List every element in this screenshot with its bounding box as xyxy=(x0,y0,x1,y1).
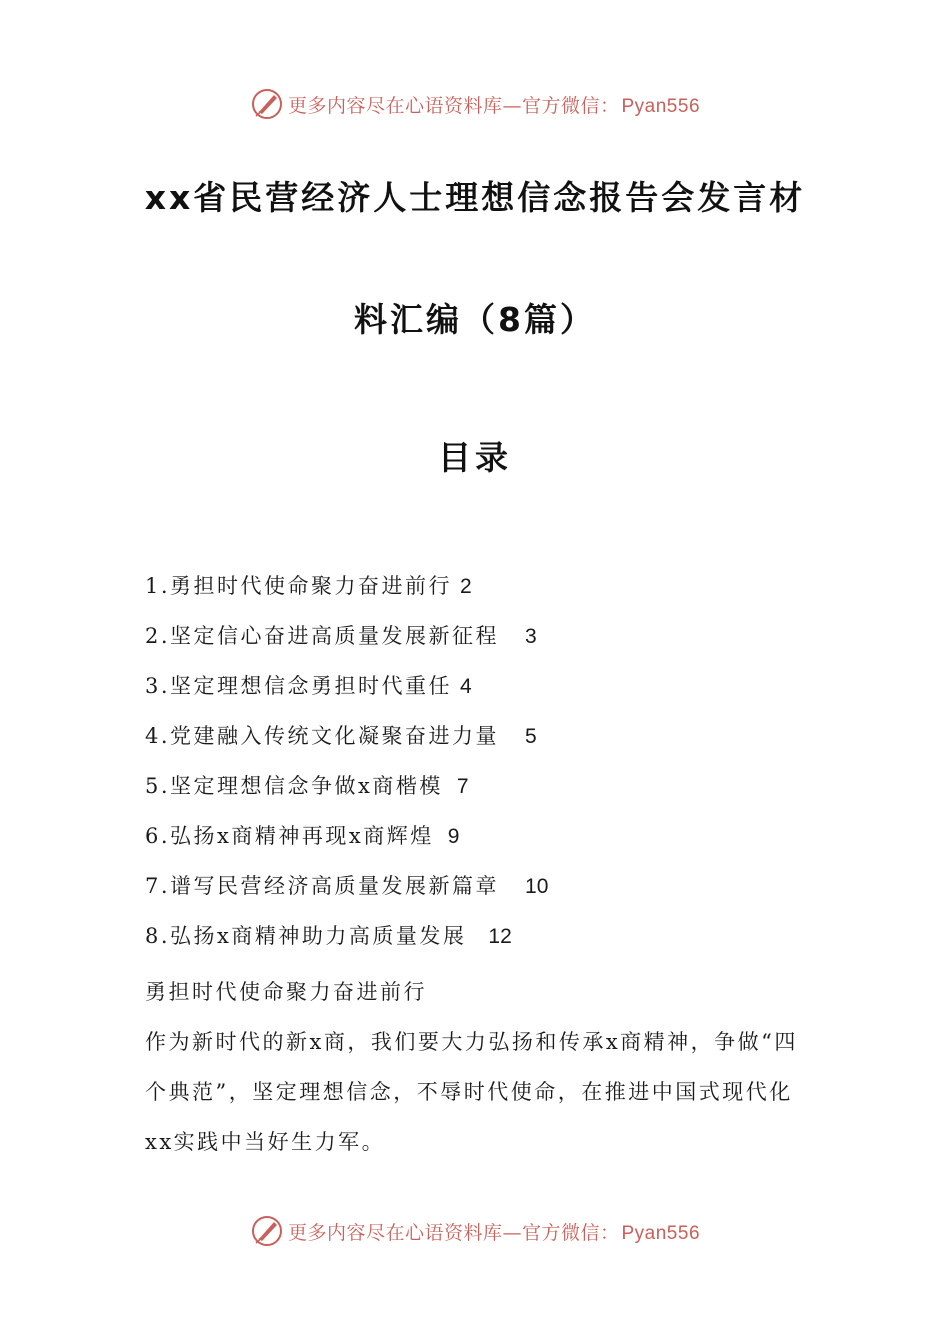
document-title-line-1: xx省民营经济人士理想信念报告会发言材 xyxy=(144,178,806,217)
document-title-line-2: 料汇编（8篇） xyxy=(354,300,596,339)
footer-watermark-banner xyxy=(0,1211,950,1251)
section-heading: 勇担时代使命聚力奋进前行 xyxy=(145,980,427,1004)
toc-item[interactable] xyxy=(145,718,805,768)
toc-item-title: 4.党建融入传统文化凝聚奋进力量 xyxy=(145,724,500,748)
toc-item-title: 8.弘扬x商精神助力高质量发展 xyxy=(145,924,467,948)
toc-item-page: 10 xyxy=(525,875,549,898)
watermark-text: 更多内容尽在心语资料库—官方微信： Pyan556 xyxy=(287,1221,701,1244)
toc-item-title: 3.坚定理想信念勇担时代重任 xyxy=(145,674,453,698)
quill-pen-logo-icon xyxy=(250,1214,284,1248)
toc-item-page: 7 xyxy=(456,775,469,798)
wechat-handle: Pyan556 xyxy=(621,95,701,117)
toc-item-page: 2 xyxy=(460,575,472,598)
toc-item-page: 9 xyxy=(447,825,460,848)
toc-item-page: 4 xyxy=(460,675,472,698)
toc-item[interactable] xyxy=(145,868,805,918)
section-paragraph: 作为新时代的新x商，我们要大力弘扬和传承x商精神，争做“四个典范”，坚定理想信念，不辱时代使命，在推进中国式现代化xx实践中当好生力军。 xyxy=(145,1030,798,1154)
toc-item-title: 2.坚定信心奋进高质量发展新征程 xyxy=(145,624,500,648)
toc-item-page: 12 xyxy=(488,925,512,948)
toc-item[interactable] xyxy=(145,918,805,968)
toc-item-title: 7.谱写民营经济高质量发展新篇章 xyxy=(145,874,500,898)
toc-item-page: 5 xyxy=(525,725,537,748)
toc-item-title: 6.弘扬x商精神再现x商辉煌 xyxy=(145,824,434,848)
quill-pen-logo-icon xyxy=(250,87,284,121)
toc-item-title: 1.勇担时代使命聚力奋进前行 xyxy=(145,574,453,598)
toc-item-title: 5.坚定理想信念争做x商楷模 xyxy=(145,774,443,798)
toc-item[interactable] xyxy=(145,568,805,618)
toc-item[interactable] xyxy=(145,768,805,818)
toc-item[interactable] xyxy=(145,818,805,868)
toc-item[interactable] xyxy=(145,618,805,668)
toc-item[interactable] xyxy=(145,668,805,718)
table-of-contents xyxy=(145,568,805,968)
wechat-handle: Pyan556 xyxy=(621,1222,701,1244)
toc-item-page: 3 xyxy=(525,625,537,648)
watermark-text: 更多内容尽在心语资料库—官方微信： Pyan556 xyxy=(287,94,701,117)
header-watermark-banner xyxy=(0,84,950,124)
toc-heading: 目录 xyxy=(438,438,512,477)
